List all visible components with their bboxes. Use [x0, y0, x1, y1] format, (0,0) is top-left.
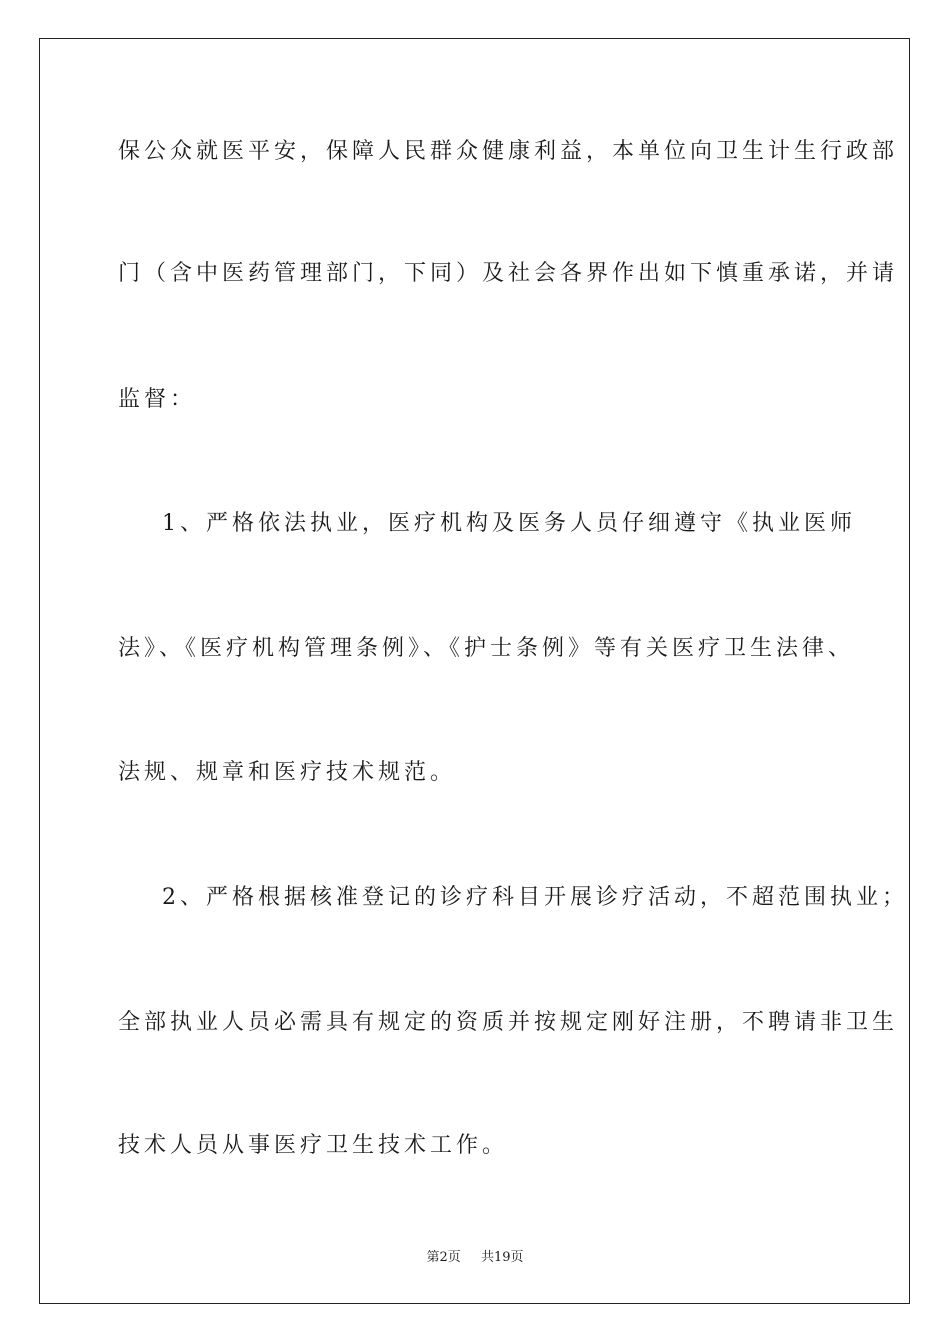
clause-2-line-2: 全部执业人员必需具有规定的资质并按规定刚好注册，不聘请非卫生 — [118, 1010, 899, 1035]
clause-1-line-3: 法规、规章和医疗技术规范。 — [118, 760, 457, 785]
clause-2-line-3: 技术人员从事医疗卫生技术工作。 — [118, 1133, 509, 1158]
paragraph-line-2: 门（含中医药管理部门，下同）及社会各界作出如下慎重承诺，并请 — [118, 261, 899, 286]
total-pages: 共19页 — [481, 1250, 524, 1265]
paragraph-line-1: 保公众就医平安，保障人民群众健康利益，本单位向卫生计生行政部 — [118, 139, 899, 164]
clause-1-line-2: 法》、《医疗机构管理条例》、《护士条例》等有关医疗卫生法律、 — [118, 636, 855, 661]
paragraph-line-3: 监督： — [118, 387, 197, 412]
page-number: 第2页 — [426, 1250, 461, 1265]
clause-2-line-1: 2、严格根据核准登记的诊疗科目开展诊疗活动，不超范围执业； — [162, 885, 908, 910]
page-footer — [0, 1249, 950, 1267]
clause-1-line-1: 1、严格依法执业，医疗机构及医务人员仔细遵守《执业医师 — [162, 511, 856, 536]
page-border — [39, 38, 910, 1304]
